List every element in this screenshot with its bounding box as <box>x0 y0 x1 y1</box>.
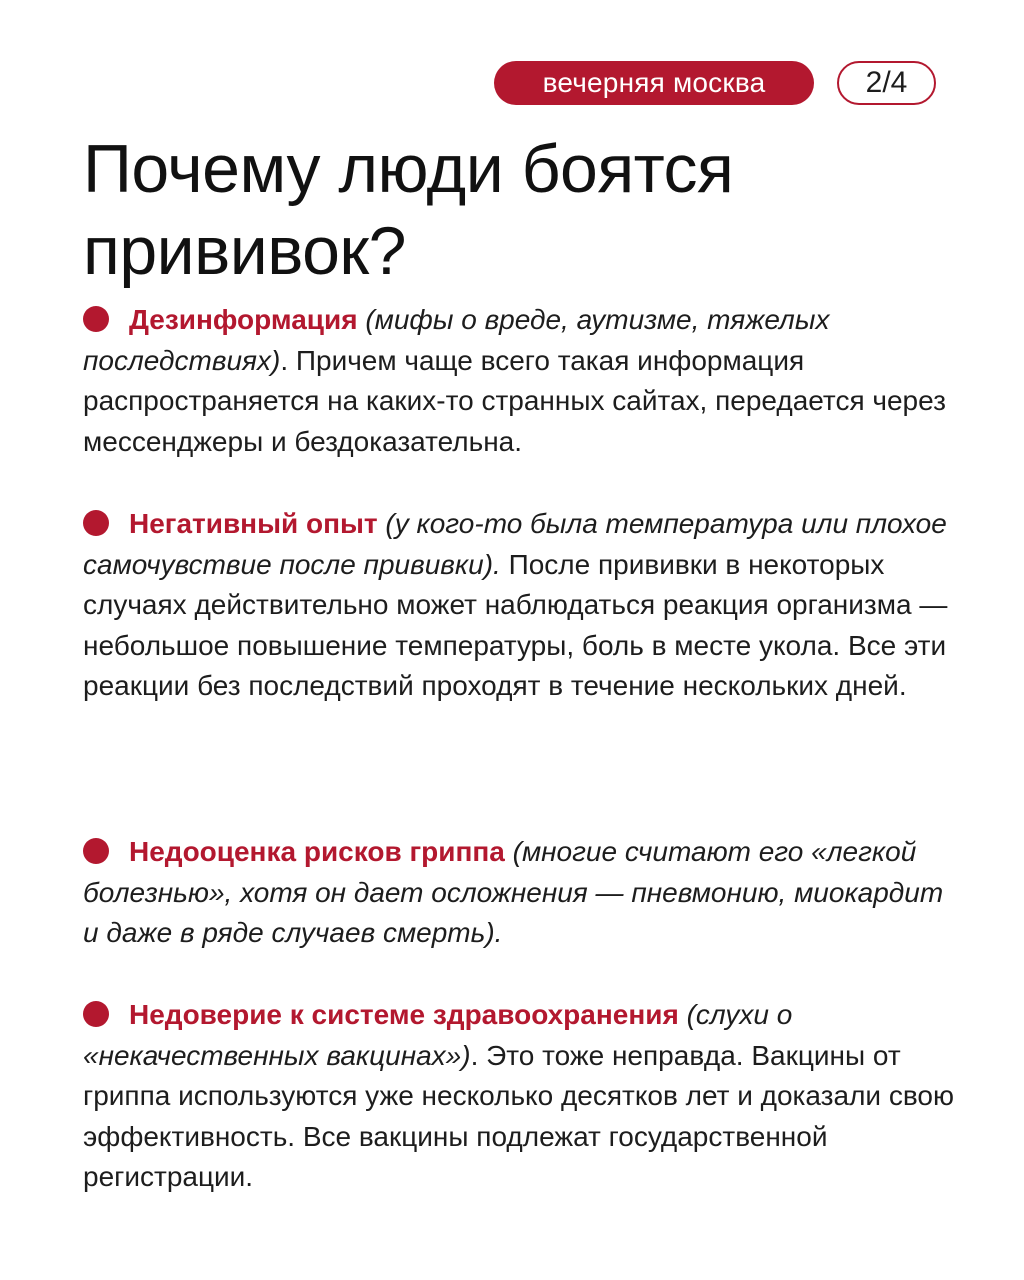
item-heading: Недооценка рисков гриппа <box>129 836 505 867</box>
item-note: (мифы о вреде, аутизме, тяжелых последствиях) <box>83 304 830 376</box>
list-item <box>83 300 963 462</box>
item-heading: Дезинформация <box>129 304 358 335</box>
item-note: (у кого-то была температура или плохое самочувствие после прививки). <box>83 508 947 580</box>
item-note: (слухи о «некачественных вакцинах») <box>83 999 793 1071</box>
item-note: (многие считают его «легкой болезнью», хотя он дает осложнения — пневмонию, миокардит и даже в ряде случаев смерть). <box>83 836 944 948</box>
list-item <box>83 504 963 707</box>
item-text: . Это тоже неправда. Вакцины от гриппа используются уже несколько десятков лет и доказали свою эффективность. Все вакцины подлежат государственной регистрации. <box>83 1039 954 1192</box>
bullet-dot-icon <box>83 1001 109 1027</box>
page-counter: 2/4 <box>837 61 936 105</box>
item-heading: Негативный опыт <box>129 508 378 539</box>
list-item <box>83 995 963 1198</box>
bullet-dot-icon <box>83 838 109 864</box>
bullet-dot-icon <box>83 306 109 332</box>
item-text: . Причем чаще всего такая информация распространяется на каких-то странных сайтах, передается через мессенджеры и бездоказательна. <box>83 344 946 457</box>
item-heading: Недоверие к системе здравоохранения <box>129 999 679 1030</box>
list-item <box>83 832 963 954</box>
page-title: Почему люди боятся прививок? <box>83 131 734 289</box>
bullet-dot-icon <box>83 510 109 536</box>
item-text: После прививки в некоторых случаях действительно может наблюдаться реакция организма — небольшое повышение температуры, боль в месте укола. Все эти реакции без последствий проходят в течение нескольких дней. <box>83 548 948 701</box>
brand-badge: вечерняя москва <box>494 61 814 105</box>
